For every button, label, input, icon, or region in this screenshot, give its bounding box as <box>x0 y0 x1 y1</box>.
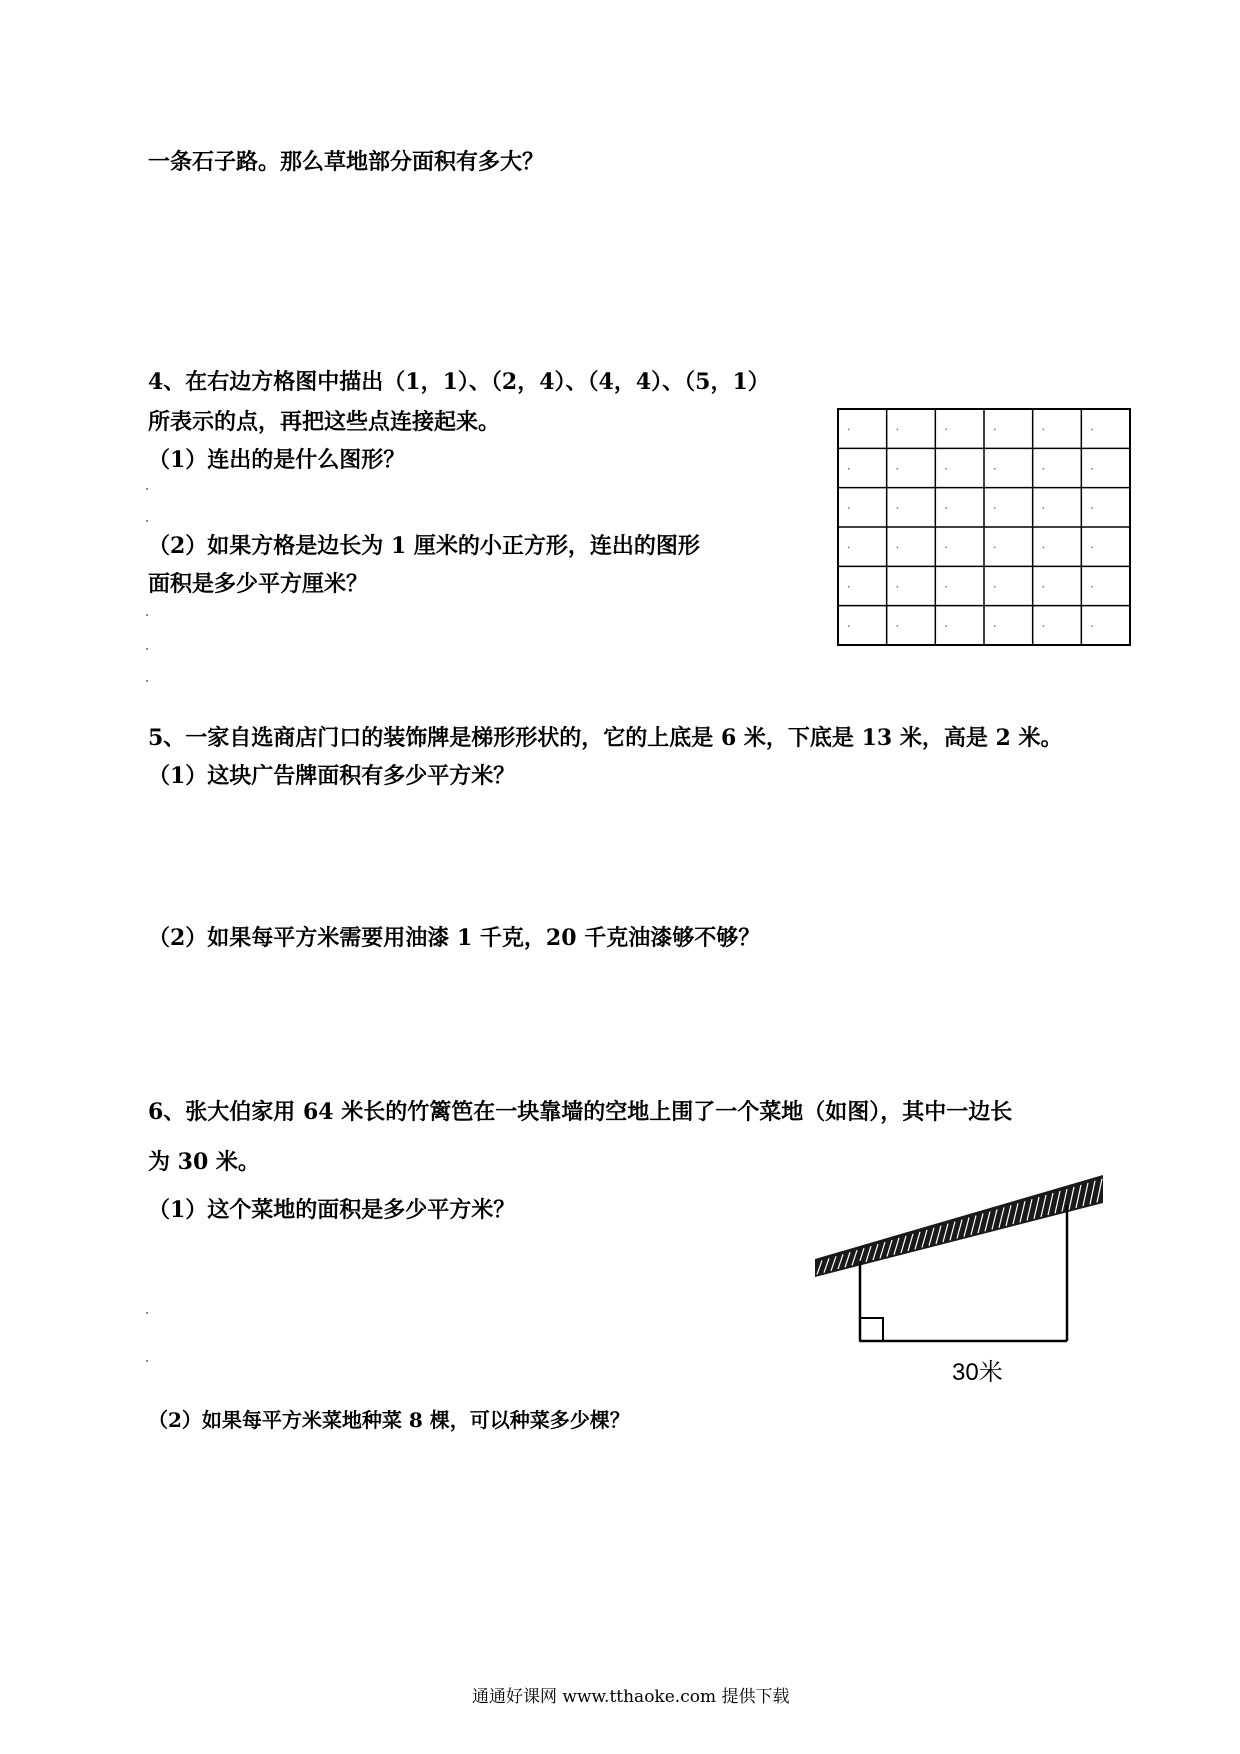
q5-question-line1: 5、一家自选商店门口的装饰牌是梯形形状的，它的上底是 6 米，下底是 13 米，高是 2 米。 <box>148 725 1063 751</box>
margin-dot <box>146 1312 148 1314</box>
margin-dot <box>146 488 148 490</box>
q5-subquestion-1: （1）这块广告牌面积有多少平方米？ <box>148 763 516 789</box>
grid-cell-dot <box>1043 586 1045 588</box>
grid-cell-dot <box>945 468 947 470</box>
grid-cell-dot <box>897 429 899 431</box>
grid-cell-dot <box>945 625 947 627</box>
right-angle-mark <box>860 1318 883 1341</box>
grid-cell-dot <box>994 468 996 470</box>
q4-question-line1: 4、在右边方格图中描出（1，1）、（2，4）、（4，4）、（5，1） <box>148 369 770 395</box>
q4-subquestion-2-line2: 面积是多少平方厘米？ <box>148 571 369 597</box>
margin-dot <box>146 680 148 682</box>
grid-cell-dot <box>945 429 947 431</box>
q4-question-line2: 所表示的点，再把这些点连接起来。 <box>148 409 501 435</box>
grid-cell-dot <box>1043 625 1045 627</box>
grid-cell-dot <box>848 547 850 549</box>
grid-cell-dot <box>897 547 899 549</box>
grid-cell-dot <box>897 625 899 627</box>
grid-cell-dot <box>848 468 850 470</box>
grid-cell-dot <box>1091 468 1093 470</box>
q6-question-line1: 6、张大伯家用 64 米长的竹篱笆在一块靠墙的空地上围了一个菜地（如图），其中一边长 <box>148 1099 1013 1125</box>
grid-cell-dot <box>1043 507 1045 509</box>
grid-cell-dot <box>1091 507 1093 509</box>
q6-subquestion-1: （1）这个菜地的面积是多少平方米？ <box>148 1197 516 1223</box>
grid-cell-dot <box>945 507 947 509</box>
margin-dot <box>146 1360 148 1362</box>
grid-cell-dot <box>994 429 996 431</box>
grid-cell-dot <box>1091 625 1093 627</box>
grid-cell-dot <box>848 625 850 627</box>
grid-cell-dot <box>897 507 899 509</box>
q6-question-line2: 为 30 米。 <box>148 1149 260 1175</box>
grid-cell-dot <box>897 468 899 470</box>
grid-cell-dot <box>848 586 850 588</box>
margin-dot <box>146 614 148 616</box>
grid-cell-dot <box>994 586 996 588</box>
grid-cell-dot <box>1043 429 1045 431</box>
q6-subquestion-2: （2）如果每平方米菜地种菜 8 棵，可以种菜多少棵？ <box>148 1408 630 1432</box>
grid-cell-dot <box>994 507 996 509</box>
grid-cell-dot <box>945 547 947 549</box>
grid-cell-dot <box>1091 586 1093 588</box>
margin-dot <box>146 648 148 650</box>
coordinate-grid <box>838 409 1130 645</box>
vegetable-plot-figure <box>815 1165 1115 1345</box>
page-footer: 通通好课网 www.tthaoke.com 提供下载 <box>472 1687 790 1707</box>
grid-cell-dot <box>1091 547 1093 549</box>
margin-dot <box>146 520 148 522</box>
q4-subquestion-2-line1: （2）如果方格是边长为 1 厘米的小正方形，连出的图形 <box>148 533 700 559</box>
q5-subquestion-2: （2）如果每平方米需要用油漆 1 千克，20 千克油漆够不够？ <box>148 925 761 951</box>
grid-cell-dot <box>1043 547 1045 549</box>
q4-subquestion-1: （1）连出的是什么图形？ <box>148 447 406 473</box>
grid-cell-dot <box>897 586 899 588</box>
grid-cell-dot <box>994 547 996 549</box>
side-length-label: 30米 <box>952 1359 1003 1386</box>
grid-cell-dot <box>994 625 996 627</box>
grid-cell-dot <box>1091 429 1093 431</box>
grid-cell-dot <box>945 586 947 588</box>
grid-cell-dot <box>1043 468 1045 470</box>
grid-cell-dot <box>848 429 850 431</box>
q3-continuation: 一条石子路。那么草地部分面积有多大？ <box>148 149 545 175</box>
grid-cell-dot <box>848 507 850 509</box>
wall-hatching <box>815 1175 1103 1277</box>
